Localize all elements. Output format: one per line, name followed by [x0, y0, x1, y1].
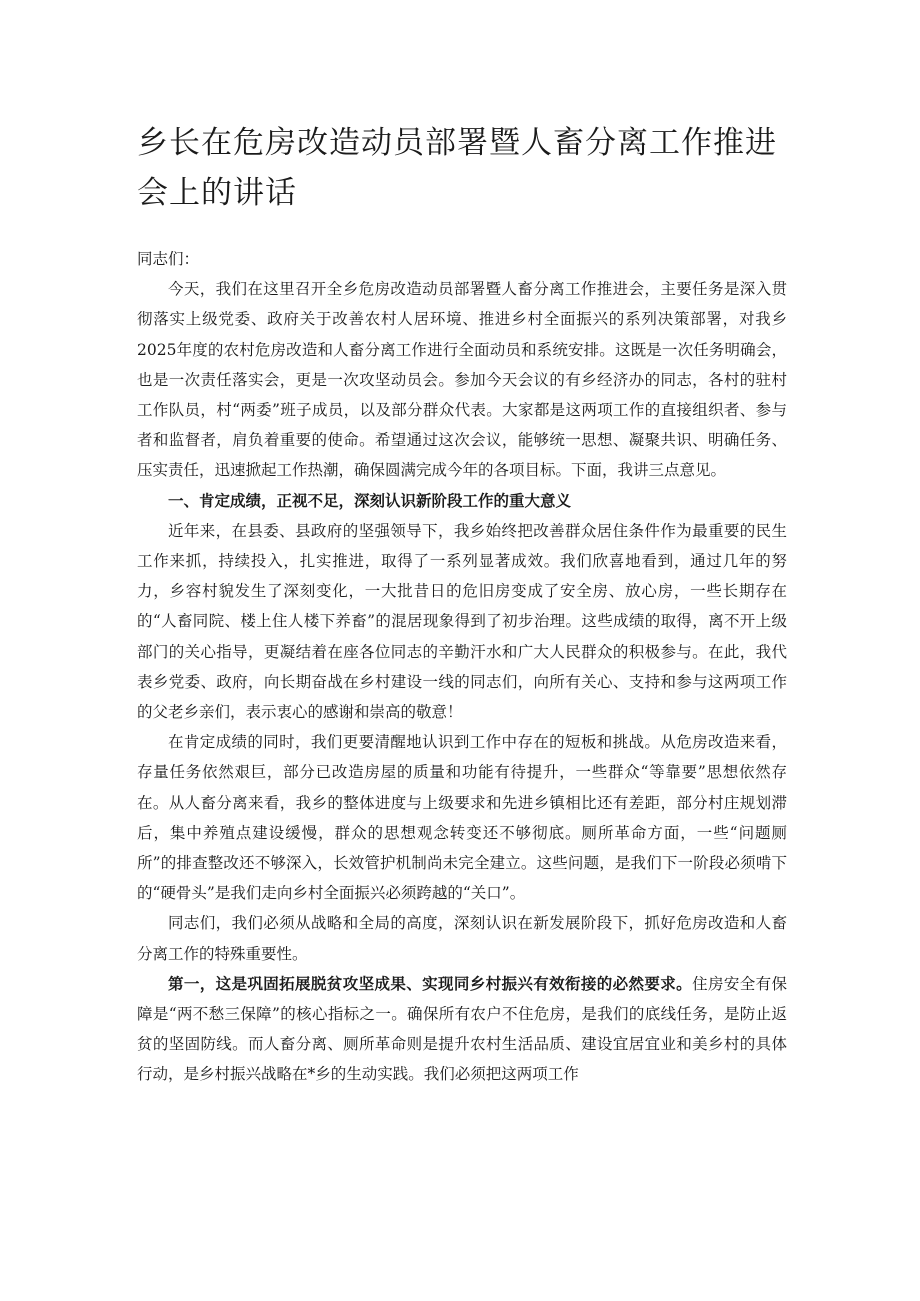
document-page — [137, 118, 787, 1090]
section-heading-1: 一、肯定成绩，正视不足，深刻认识新阶段工作的重大意义 — [168, 490, 572, 510]
salutation: 同志们： — [137, 250, 200, 268]
paragraph-importance: 同志们，我们必须从战略和全局的高度，深刻认识在新发展阶段下，抓好危房改造和人畜分离工作的特殊重要性。 — [137, 914, 787, 963]
paragraph-achievements: 近年来，在县委、县政府的坚强领导下，我乡始终把改善群众居住条件作为最重要的民生工作来抓，持续投入，扎实推进，取得了一系列显著成效。我们欣喜地看到，通过几年的努力，乡容村貌发生了深刻变化，一大批昔日的危旧房变成了安全房、放心房，一些长期存在的“人畜同院、楼上住人楼下养畜”的混居现象得到了初步治理。这些成绩的取得，离不开上级部门的关心指导，更凝结着在座各位同志的辛勤汗水和广大人民群众的积极参与。在此，我代表乡党委、政府，向长期奋战在乡村建设一线的同志们，向所有关心、支持和参与这两项工作的父老乡亲们，表示衷心的感谢和崇高的敬意！ — [137, 521, 787, 722]
first-point-lead: 第一，这是巩固拓展脱贫攻坚成果、实现同乡村振兴有效衔接的必然要求。 — [168, 973, 693, 993]
document-title: 乡长在危房改造动员部署暨人畜分离工作推进会上的讲话 — [137, 125, 777, 211]
first-point-body: 住房安全有保障是“两不愁三保障”的核心指标之一。确保所有农户不住危房，是我们的底线任务，是防止返贫的坚固防线。而人畜分离、厕所革命则是提升农村生活品质、建设宜居宜业和美乡村的具体行动，是乡村振兴战略在*乡的生动实践。我们必须把这两项工作 — [137, 974, 787, 1084]
paragraph-intro: 今天，我们在这里召开全乡危房改造动员部署暨人畜分离工作推进会，主要任务是深入贯彻落实上级党委、政府关于改善农村人居环境、推进乡村全面振兴的系列决策部署，对我乡2025年度的农村危房改造和人畜分离工作进行全面动员和系统安排。这既是一次任务明确会，也是一次责任落实会，更是一次攻坚动员会。参加今天会议的有乡经济办的同志，各村的驻村工作队员，村“两委”班子成员，以及部分群众代表。大家都是这两项工作的直接组织者、参与者和监督者，肩负着重要的使命。希望通过这次会议，能够统一思想、凝聚共识、明确任务、压实责任，迅速掀起工作热潮，确保圆满完成今年的各项目标。下面，我讲三点意见。 — [137, 280, 787, 480]
paragraph-first-point — [137, 969, 787, 1090]
paragraph-shortcomings: 在肯定成绩的同时，我们更要清醒地认识到工作中存在的短板和挑战。从危房改造来看，存量任务依然艰巨，部分已改造房屋的质量和功能有待提升，一些群众“等靠要”思想依然存在。从人畜分离来看，我乡的整体进度与上级要求和先进乡镇相比还有差距，部分村庄规划滞后，集中养殖点建设缓慢，群众的思想观念转变还不够彻底。厕所革命方面，一些“问题厕所”的排查整改还不够深入，长效管护机制尚未完全建立。这些问题，是我们下一阶段必须啃下的“硬骨头”是我们走向乡村全面振兴必须跨越的“关口”。 — [137, 733, 787, 903]
